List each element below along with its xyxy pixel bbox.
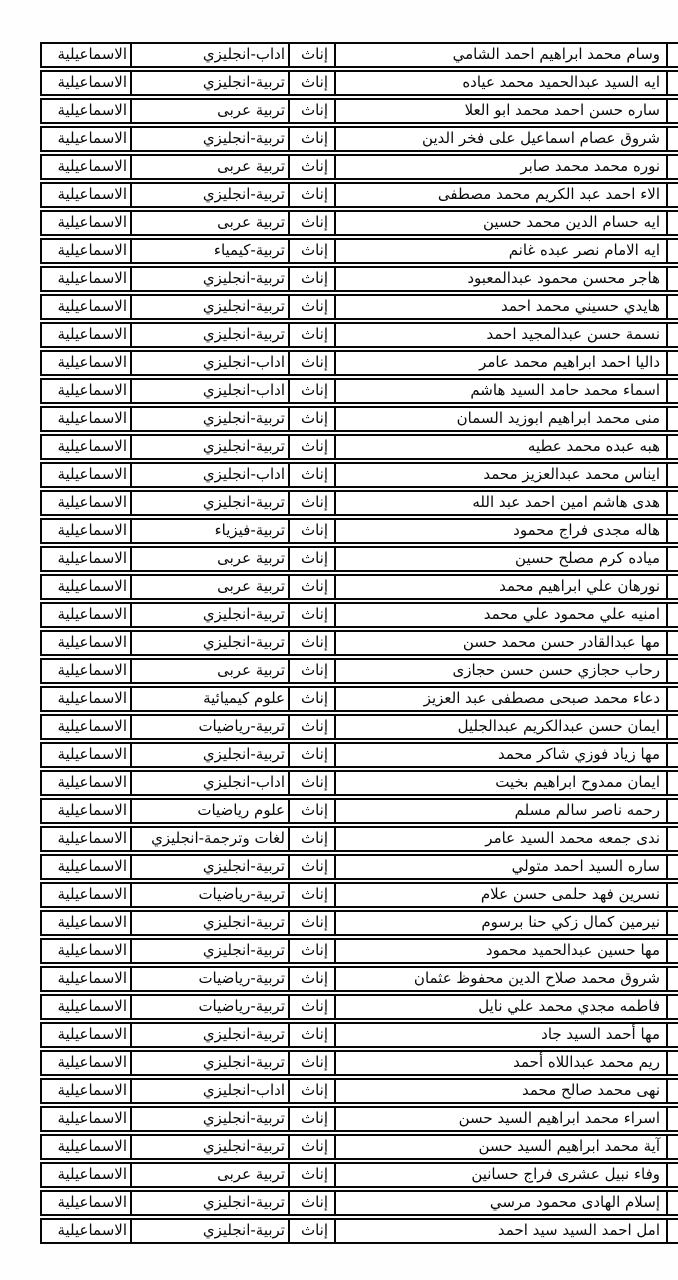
governorate-cell: الاسماعيلية	[40, 1134, 132, 1160]
gender-cell: إناث	[290, 462, 336, 488]
gender-cell: إناث	[290, 1190, 336, 1216]
specialization-cell: علوم كيميائية	[132, 686, 290, 712]
clipped-edge-cell	[668, 714, 678, 740]
clipped-edge-cell	[668, 994, 678, 1020]
student-name-cell: هبه عبده محمد عطيه	[336, 434, 668, 460]
specialization-cell: لغات وترجمة-انجليزي	[132, 826, 290, 852]
student-name-cell: ايمان حسن عبدالكريم عبدالجليل	[336, 714, 668, 740]
table-row	[40, 1050, 678, 1076]
specialization-cell: تربية-انجليزي	[132, 854, 290, 880]
student-name-cell: نوره محمد محمد صابر	[336, 154, 668, 180]
governorate-cell: الاسماعيلية	[40, 770, 132, 796]
specialization-cell: تربية-انجليزي	[132, 1134, 290, 1160]
gender-cell: إناث	[290, 154, 336, 180]
gender-cell: إناث	[290, 938, 336, 964]
results-table	[40, 42, 678, 1246]
gender-cell: إناث	[290, 994, 336, 1020]
clipped-edge-cell	[668, 882, 678, 908]
governorate-cell: الاسماعيلية	[40, 630, 132, 656]
gender-cell: إناث	[290, 322, 336, 348]
clipped-edge-cell	[668, 210, 678, 236]
gender-cell: إناث	[290, 98, 336, 124]
specialization-cell: تربية-فيزياء	[132, 518, 290, 544]
gender-cell: إناث	[290, 518, 336, 544]
clipped-edge-cell	[668, 1190, 678, 1216]
governorate-cell: الاسماعيلية	[40, 294, 132, 320]
clipped-edge-cell	[668, 182, 678, 208]
clipped-edge-cell	[668, 462, 678, 488]
specialization-cell: تربية-انجليزي	[132, 294, 290, 320]
table-row	[40, 1162, 678, 1188]
specialization-cell: تربية-انجليزي	[132, 1218, 290, 1244]
table-row	[40, 1218, 678, 1244]
governorate-cell: الاسماعيلية	[40, 938, 132, 964]
table-row	[40, 714, 678, 740]
student-name-cell: ساره حسن احمد محمد ابو العلا	[336, 98, 668, 124]
student-name-cell: دعاء محمد صبحى مصطفى عبد العزيز	[336, 686, 668, 712]
table-row	[40, 742, 678, 768]
specialization-cell: اداب-انجليزي	[132, 1078, 290, 1104]
gender-cell: إناث	[290, 910, 336, 936]
student-name-cell: الاء احمد عبد الكريم محمد مصطفى	[336, 182, 668, 208]
governorate-cell: الاسماعيلية	[40, 518, 132, 544]
table-row	[40, 546, 678, 572]
student-name-cell: امنيه علي محمود علي محمد	[336, 602, 668, 628]
gender-cell: إناث	[290, 210, 336, 236]
table-row	[40, 966, 678, 992]
table-row	[40, 994, 678, 1020]
specialization-cell: اداب-انجليزي	[132, 350, 290, 376]
gender-cell: إناث	[290, 490, 336, 516]
specialization-cell: تربية-انجليزي	[132, 602, 290, 628]
clipped-edge-cell	[668, 154, 678, 180]
table-row	[40, 294, 678, 320]
student-name-cell: وسام محمد ابراهيم احمد الشامي	[336, 42, 668, 68]
gender-cell: إناث	[290, 658, 336, 684]
clipped-edge-cell	[668, 518, 678, 544]
student-name-cell: امل احمد السيد سيد احمد	[336, 1218, 668, 1244]
governorate-cell: الاسماعيلية	[40, 546, 132, 572]
student-name-cell: ايناس محمد عبدالعزيز محمد	[336, 462, 668, 488]
clipped-edge-cell	[668, 574, 678, 600]
clipped-edge-cell	[668, 434, 678, 460]
table-row	[40, 210, 678, 236]
governorate-cell: الاسماعيلية	[40, 1218, 132, 1244]
gender-cell: إناث	[290, 798, 336, 824]
student-name-cell: ايه الامام نصر عبده غانم	[336, 238, 668, 264]
clipped-edge-cell	[668, 1022, 678, 1048]
table-row	[40, 154, 678, 180]
governorate-cell: الاسماعيلية	[40, 686, 132, 712]
gender-cell: إناث	[290, 42, 336, 68]
clipped-edge-cell	[668, 42, 678, 68]
governorate-cell: الاسماعيلية	[40, 98, 132, 124]
specialization-cell: تربية-انجليزي	[132, 1050, 290, 1076]
clipped-edge-cell	[668, 490, 678, 516]
gender-cell: إناث	[290, 126, 336, 152]
specialization-cell: تربية-انجليزي	[132, 742, 290, 768]
student-name-cell: آية محمد ابراهيم السيد حسن	[336, 1134, 668, 1160]
student-name-cell: هدى هاشم امين احمد عبد الله	[336, 490, 668, 516]
gender-cell: إناث	[290, 294, 336, 320]
student-name-cell: ايه السيد عبدالحميد محمد عياده	[336, 70, 668, 96]
governorate-cell: الاسماعيلية	[40, 406, 132, 432]
governorate-cell: الاسماعيلية	[40, 70, 132, 96]
specialization-cell: تربية-انجليزي	[132, 490, 290, 516]
governorate-cell: الاسماعيلية	[40, 490, 132, 516]
governorate-cell: الاسماعيلية	[40, 126, 132, 152]
governorate-cell: الاسماعيلية	[40, 798, 132, 824]
table-row	[40, 1106, 678, 1132]
specialization-cell: تربية-رياضيات	[132, 994, 290, 1020]
student-name-cell: نورهان علي ابراهيم محمد	[336, 574, 668, 600]
specialization-cell: تربية-انجليزي	[132, 1022, 290, 1048]
table-row	[40, 1134, 678, 1160]
specialization-cell: تربية عربى	[132, 154, 290, 180]
clipped-edge-cell	[668, 1078, 678, 1104]
specialization-cell: اداب-انجليزي	[132, 378, 290, 404]
clipped-edge-cell	[668, 1218, 678, 1244]
student-name-cell: مها عبدالقادر حسن محمد حسن	[336, 630, 668, 656]
specialization-cell: تربية عربى	[132, 574, 290, 600]
table-row	[40, 686, 678, 712]
table-row	[40, 826, 678, 852]
governorate-cell: الاسماعيلية	[40, 1050, 132, 1076]
specialization-cell: تربية-انجليزي	[132, 70, 290, 96]
specialization-cell: تربية-انجليزي	[132, 938, 290, 964]
table-row	[40, 462, 678, 488]
table-row	[40, 126, 678, 152]
table-row	[40, 602, 678, 628]
table-row	[40, 770, 678, 796]
gender-cell: إناث	[290, 686, 336, 712]
table-row	[40, 630, 678, 656]
specialization-cell: تربية-رياضيات	[132, 714, 290, 740]
table-row	[40, 1190, 678, 1216]
gender-cell: إناث	[290, 882, 336, 908]
student-name-cell: منى محمد ابراهيم ابوزيد السمان	[336, 406, 668, 432]
student-name-cell: اسراء محمد ابراهيم السيد حسن	[336, 1106, 668, 1132]
clipped-edge-cell	[668, 98, 678, 124]
table-row	[40, 98, 678, 124]
gender-cell: إناث	[290, 966, 336, 992]
table-row	[40, 238, 678, 264]
governorate-cell: الاسماعيلية	[40, 910, 132, 936]
gender-cell: إناث	[290, 630, 336, 656]
clipped-edge-cell	[668, 1050, 678, 1076]
gender-cell: إناث	[290, 546, 336, 572]
governorate-cell: الاسماعيلية	[40, 714, 132, 740]
clipped-edge-cell	[668, 322, 678, 348]
student-name-cell: رحاب حجازي حسن حسن حجازى	[336, 658, 668, 684]
table-row	[40, 350, 678, 376]
governorate-cell: الاسماعيلية	[40, 602, 132, 628]
governorate-cell: الاسماعيلية	[40, 322, 132, 348]
gender-cell: إناث	[290, 182, 336, 208]
specialization-cell: تربية-انجليزي	[132, 266, 290, 292]
specialization-cell: تربية عربى	[132, 658, 290, 684]
specialization-cell: اداب-انجليزي	[132, 42, 290, 68]
student-name-cell: وفاء نبيل عشرى فراج حسانين	[336, 1162, 668, 1188]
gender-cell: إناث	[290, 70, 336, 96]
clipped-edge-cell	[668, 602, 678, 628]
student-name-cell: إسلام الهادى محمود مرسي	[336, 1190, 668, 1216]
specialization-cell: تربية عربى	[132, 98, 290, 124]
specialization-cell: اداب-انجليزي	[132, 462, 290, 488]
student-name-cell: داليا احمد ابراهيم محمد عامر	[336, 350, 668, 376]
gender-cell: إناث	[290, 1022, 336, 1048]
table-row	[40, 490, 678, 516]
clipped-edge-cell	[668, 406, 678, 432]
governorate-cell: الاسماعيلية	[40, 826, 132, 852]
student-name-cell: مها أحمد السيد جاد	[336, 1022, 668, 1048]
specialization-cell: تربية-انجليزي	[132, 1106, 290, 1132]
gender-cell: إناث	[290, 1134, 336, 1160]
governorate-cell: الاسماعيلية	[40, 42, 132, 68]
governorate-cell: الاسماعيلية	[40, 882, 132, 908]
clipped-edge-cell	[668, 266, 678, 292]
specialization-cell: تربية-انجليزي	[132, 1190, 290, 1216]
table-row	[40, 882, 678, 908]
student-name-cell: ساره السيد احمد متولي	[336, 854, 668, 880]
specialization-cell: تربية عربى	[132, 1162, 290, 1188]
gender-cell: إناث	[290, 854, 336, 880]
governorate-cell: الاسماعيلية	[40, 350, 132, 376]
clipped-edge-cell	[668, 966, 678, 992]
clipped-edge-cell	[668, 910, 678, 936]
student-name-cell: نهى محمد صالح محمد	[336, 1078, 668, 1104]
clipped-edge-cell	[668, 854, 678, 880]
governorate-cell: الاسماعيلية	[40, 378, 132, 404]
specialization-cell: تربية-رياضيات	[132, 966, 290, 992]
clipped-edge-cell	[668, 686, 678, 712]
gender-cell: إناث	[290, 574, 336, 600]
clipped-edge-cell	[668, 70, 678, 96]
table-row	[40, 406, 678, 432]
clipped-edge-cell	[668, 238, 678, 264]
gender-cell: إناث	[290, 1106, 336, 1132]
table-row	[40, 658, 678, 684]
table-row	[40, 70, 678, 96]
student-name-cell: هاله مجدى فراج محمود	[336, 518, 668, 544]
specialization-cell: تربية-انجليزي	[132, 630, 290, 656]
student-name-cell: مها زياد فوزي شاكر محمد	[336, 742, 668, 768]
clipped-edge-cell	[668, 1106, 678, 1132]
specialization-cell: تربية-انجليزي	[132, 322, 290, 348]
table-row	[40, 42, 678, 68]
table-row	[40, 854, 678, 880]
gender-cell: إناث	[290, 1218, 336, 1244]
student-name-cell: رحمه ناصر سالم مسلم	[336, 798, 668, 824]
student-name-cell: ايمان ممدوح ابراهيم بخيت	[336, 770, 668, 796]
gender-cell: إناث	[290, 266, 336, 292]
specialization-cell: تربية-انجليزي	[132, 434, 290, 460]
clipped-edge-cell	[668, 770, 678, 796]
student-name-cell: نسمة حسن عبدالمجيد احمد	[336, 322, 668, 348]
gender-cell: إناث	[290, 350, 336, 376]
table-row	[40, 322, 678, 348]
student-name-cell: فاطمه مجدي محمد علي نايل	[336, 994, 668, 1020]
table-row	[40, 1022, 678, 1048]
table-row	[40, 798, 678, 824]
governorate-cell: الاسماعيلية	[40, 1078, 132, 1104]
clipped-edge-cell	[668, 826, 678, 852]
governorate-cell: الاسماعيلية	[40, 658, 132, 684]
student-name-cell: شروق محمد صلاح الدين محفوظ عثمان	[336, 966, 668, 992]
governorate-cell: الاسماعيلية	[40, 1162, 132, 1188]
clipped-edge-cell	[668, 630, 678, 656]
specialization-cell: علوم رياضيات	[132, 798, 290, 824]
governorate-cell: الاسماعيلية	[40, 742, 132, 768]
clipped-edge-cell	[668, 294, 678, 320]
gender-cell: إناث	[290, 406, 336, 432]
gender-cell: إناث	[290, 378, 336, 404]
student-name-cell: نسرين فهد حلمى حسن علام	[336, 882, 668, 908]
table-row	[40, 574, 678, 600]
clipped-edge-cell	[668, 742, 678, 768]
student-name-cell: نيرمين كمال زكي حنا برسوم	[336, 910, 668, 936]
governorate-cell: الاسماعيلية	[40, 182, 132, 208]
table-row	[40, 434, 678, 460]
specialization-cell: تربية عربى	[132, 210, 290, 236]
table-row	[40, 1078, 678, 1104]
gender-cell: إناث	[290, 602, 336, 628]
student-name-cell: مياده كرم مصلح حسين	[336, 546, 668, 572]
student-name-cell: هايدي حسيني محمد احمد	[336, 294, 668, 320]
student-name-cell: ندى جمعه محمد السيد عامر	[336, 826, 668, 852]
clipped-edge-cell	[668, 938, 678, 964]
student-name-cell: مها حسين عبدالحميد محمود	[336, 938, 668, 964]
specialization-cell: تربية-انجليزي	[132, 406, 290, 432]
governorate-cell: الاسماعيلية	[40, 154, 132, 180]
governorate-cell: الاسماعيلية	[40, 966, 132, 992]
student-name-cell: ايه حسام الدين محمد حسين	[336, 210, 668, 236]
student-name-cell: هاجر محسن محمود عبدالمعبود	[336, 266, 668, 292]
student-name-cell: اسماء محمد حامد السيد هاشم	[336, 378, 668, 404]
gender-cell: إناث	[290, 1162, 336, 1188]
governorate-cell: الاسماعيلية	[40, 1022, 132, 1048]
gender-cell: إناث	[290, 434, 336, 460]
specialization-cell: تربية-كيمياء	[132, 238, 290, 264]
clipped-edge-cell	[668, 1162, 678, 1188]
specialization-cell: تربية-انجليزي	[132, 182, 290, 208]
governorate-cell: الاسماعيلية	[40, 462, 132, 488]
governorate-cell: الاسماعيلية	[40, 1106, 132, 1132]
governorate-cell: الاسماعيلية	[40, 854, 132, 880]
clipped-edge-cell	[668, 350, 678, 376]
clipped-edge-cell	[668, 798, 678, 824]
clipped-edge-cell	[668, 658, 678, 684]
student-name-cell: ريم محمد عبداللاه أحمد	[336, 1050, 668, 1076]
student-name-cell: شروق عصام اسماعيل على فخر الدين	[336, 126, 668, 152]
gender-cell: إناث	[290, 742, 336, 768]
specialization-cell: تربية-انجليزي	[132, 910, 290, 936]
governorate-cell: الاسماعيلية	[40, 210, 132, 236]
gender-cell: إناث	[290, 770, 336, 796]
governorate-cell: الاسماعيلية	[40, 238, 132, 264]
gender-cell: إناث	[290, 826, 336, 852]
table-row	[40, 910, 678, 936]
table-row	[40, 938, 678, 964]
clipped-edge-cell	[668, 1134, 678, 1160]
clipped-edge-cell	[668, 546, 678, 572]
table-row	[40, 378, 678, 404]
gender-cell: إناث	[290, 238, 336, 264]
clipped-edge-cell	[668, 378, 678, 404]
table-row	[40, 182, 678, 208]
governorate-cell: الاسماعيلية	[40, 266, 132, 292]
table-row	[40, 266, 678, 292]
gender-cell: إناث	[290, 1050, 336, 1076]
specialization-cell: تربية عربى	[132, 546, 290, 572]
specialization-cell: تربية-انجليزي	[132, 126, 290, 152]
specialization-cell: اداب-انجليزي	[132, 770, 290, 796]
gender-cell: إناث	[290, 1078, 336, 1104]
governorate-cell: الاسماعيلية	[40, 434, 132, 460]
table-row	[40, 518, 678, 544]
clipped-edge-cell	[668, 126, 678, 152]
governorate-cell: الاسماعيلية	[40, 994, 132, 1020]
governorate-cell: الاسماعيلية	[40, 574, 132, 600]
specialization-cell: تربية-رياضيات	[132, 882, 290, 908]
governorate-cell: الاسماعيلية	[40, 1190, 132, 1216]
gender-cell: إناث	[290, 714, 336, 740]
